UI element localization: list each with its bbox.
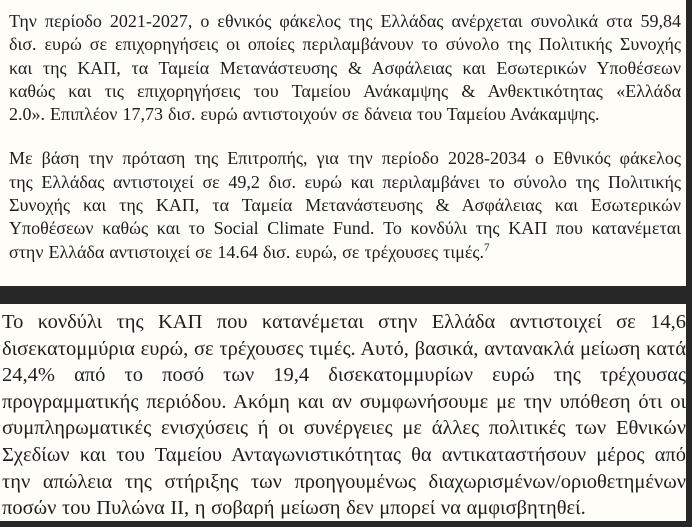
footnote-reference: 7 xyxy=(484,241,490,254)
text-line: Υποθέσεων καθώς και το Social Climate Fund. Το κονδύλι της ΚΑΠ που κατανέμεται xyxy=(9,218,681,239)
text-line: Σχεδίων και του Ταμείου Ανταγωνιστικότητας θα αντικαταστήσουν μέρος από xyxy=(2,443,686,466)
text-line: Συνοχής και της ΚΑΠ, τα Ταμεία Μετανάστευσης & Ασφάλειας και Εσωτερικών xyxy=(9,195,681,216)
section-divider-bar xyxy=(0,286,692,304)
quote-paragraph-2021-2027 xyxy=(9,10,681,126)
text-line: Το κονδύλι της ΚΑΠ που κατανέμεται στην Ελλάδα αντιστοιχεί σε 14,6 xyxy=(2,311,686,333)
text-line: 2.0». Επιπλέον 17,73 δισ. ευρώ αντιστοιχούν σε δάνεια του Ταμείου Ανάκαμψης. xyxy=(9,104,600,125)
bottom-edge-bar xyxy=(0,521,692,527)
text-line: της Ελλάδας αντιστοιχεί σε 49,2 δισ. ευρώ και περιλαμβάνει το σύνολο της Πολιτικής xyxy=(9,171,681,192)
text-line: στην Ελλάδα αντιστοιχεί σε 14.64 δισ. ευρώ, σε τρέχουσες τιμές.$^7$ xyxy=(9,241,490,262)
text-line: 24,4% από το ποσό των 19,4 δισεκατομμυρίων ευρώ της τρέχουσας xyxy=(2,364,686,387)
text-line: δισεκατομμύρια ευρώ, σε τρέχουσες τιμές. Αυτό, βασικά, αντανακλά μείωση κατά xyxy=(2,337,686,360)
text-line: προγραμματικής περιόδου. Ακόμη και αν συμφωνήσουμε με την υπόθεση ότι οι xyxy=(2,390,686,413)
quote-block xyxy=(9,10,681,285)
text-line: την απώλεια της στήριξης των προηγουμένως διαχωρισμένων/οριοθετημένων xyxy=(2,470,686,493)
text-line: καθώς και τις επιχορηγήσεις του Ταμείου Ανάκαμψης & Ανθεκτικότητας «Ελλάδα xyxy=(9,80,681,101)
text-line: Με βάση την πρόταση της Επιτροπής, για την περίοδο 2028-2034 ο Εθνικός φάκελος xyxy=(9,148,681,169)
text-line: συμπληρωματικές ενισχύσεις ή οι συνέργειες με άλλες πολιτικές των Εθνικών xyxy=(2,417,686,440)
text-line: και της ΚΑΠ, τα Ταμεία Μετανάστευσης & Ασφάλειας και Εσωτερικών Υποθέσεων xyxy=(9,57,681,78)
commentary-paragraph xyxy=(2,309,686,522)
quote-paragraph-2028-2034 xyxy=(9,147,681,263)
text-line: δισ. ευρώ σε επιχορηγήσεις οι οποίες περιλαμβάνουν το σύνολο της Πολιτικής Συνοχής xyxy=(9,34,681,55)
text-line: Την περίοδο 2021-2027, ο εθνικός φάκελος της Ελλάδας ανέρχεται συνολικά στα 59,84 xyxy=(9,11,681,31)
right-edge-bar xyxy=(686,0,692,527)
text-line: ποσών του Πυλώνα II, η σοβαρή μείωση δεν μπορεί να αμφισβητηθεί. xyxy=(2,497,586,520)
